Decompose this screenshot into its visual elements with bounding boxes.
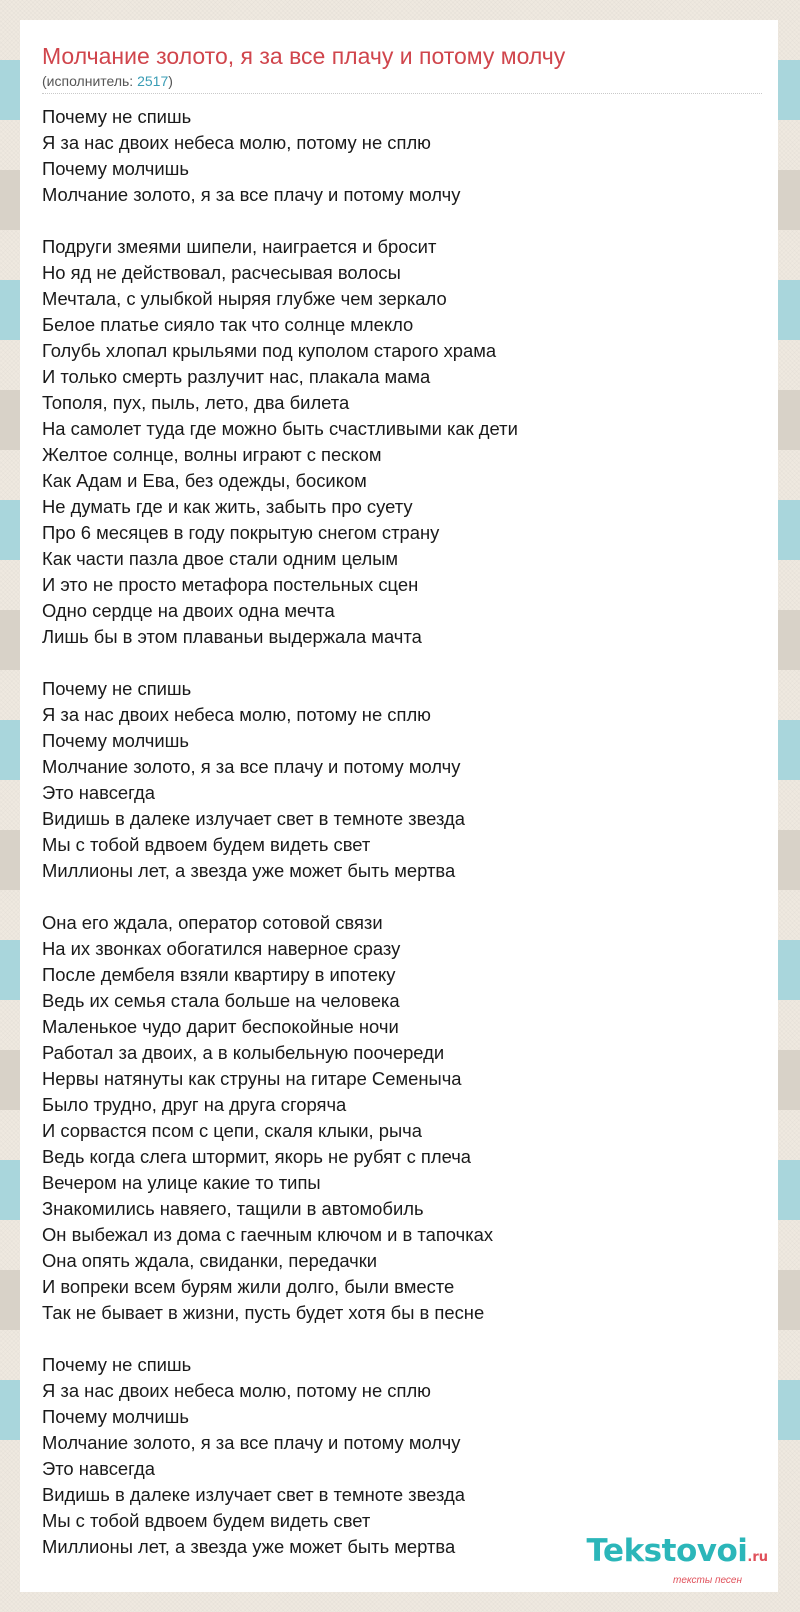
lyric-line: Маленькое чудо дарит беспокойные ночи — [42, 1016, 399, 1037]
lyric-line: Ведь их семья стала больше на человека — [42, 990, 400, 1011]
lyric-line: Одно сердце на двоих одна мечта — [42, 600, 335, 621]
lyric-line: И только смерть разлучит нас, плакала мама — [42, 366, 431, 387]
lyric-line: Вечером на улице какие то типы — [42, 1172, 321, 1193]
performer-prefix: (исполнитель: — [42, 73, 138, 89]
logo-tagline: тексты песен — [673, 1575, 742, 1586]
lyric-line: Я за нас двоих небеса молю, потому не сплю — [42, 132, 431, 153]
lyric-line: Было трудно, друг на друга сгоряча — [42, 1094, 347, 1115]
lyric-line: Знакомились навяего, тащили в автомобиль — [42, 1198, 424, 1219]
lyric-line: Белое платье сияло так что солнце млекло — [42, 314, 414, 335]
lyric-line: И вопреки всем бурям жили долго, были вместе — [42, 1276, 455, 1297]
lyric-line: Желтое солнце, волны играют с песком — [42, 444, 382, 465]
site-logo[interactable] — [587, 1534, 768, 1586]
lyric-line: На их звонках обогатился наверное сразу — [42, 938, 401, 959]
lyric-line: Это навсегда — [42, 1458, 155, 1479]
lyrics-text — [42, 104, 762, 1560]
lyric-line: Голубь хлопал крыльями под куполом старого храма — [42, 340, 497, 361]
lyric-line: И это не просто метафора постельных сцен — [42, 574, 419, 595]
lyric-line: Молчание золото, я за все плачу и потому молчу — [42, 756, 461, 777]
lyric-line: Я за нас двоих небеса молю, потому не сплю — [42, 704, 431, 725]
song-title: Молчание золото, я за все плачу и потому молчу — [42, 43, 566, 69]
lyric-line: Про 6 месяцев в году покрытую снегом страну — [42, 522, 440, 543]
lyric-line: Но яд не действовал, расчесывая волосы — [42, 262, 401, 283]
lyric-line: Молчание золото, я за все плачу и потому молчу — [42, 1432, 461, 1453]
lyric-line: Тополя, пух, пыль, лето, два билета — [42, 392, 350, 413]
lyric-line: Лишь бы в этом плаваньи выдержала мачта — [42, 626, 422, 647]
lyric-line: И сорвастся псом с цепи, скаля клыки, рыча — [42, 1120, 422, 1141]
stanza-break — [42, 1326, 762, 1352]
lyric-line: Не думать где и как жить, забыть про суету — [42, 496, 413, 517]
logo-wordmark — [587, 1534, 768, 1575]
lyric-line: Миллионы лет, а звезда уже может быть мертва — [42, 1536, 456, 1557]
performer-suffix: ) — [168, 73, 173, 89]
performer-line — [42, 72, 173, 90]
lyric-line: Так не бывает в жизни, пусть будет хотя бы в песне — [42, 1302, 485, 1323]
lyric-line: Мы с тобой вдвоем будем видеть свет — [42, 834, 371, 855]
lyrics-card — [20, 20, 778, 1592]
lyric-line: Я за нас двоих небеса молю, потому не сплю — [42, 1380, 431, 1401]
performer-link[interactable]: 2517 — [137, 73, 169, 89]
stanza-break — [42, 884, 762, 910]
stanza-break — [42, 208, 762, 234]
lyric-line: Почему не спишь — [42, 1354, 192, 1375]
lyric-line: Это навсегда — [42, 782, 155, 803]
lyric-line: Почему молчишь — [42, 158, 189, 179]
lyric-line: Молчание золото, я за все плачу и потому молчу — [42, 184, 461, 205]
lyric-line: На самолет туда где можно быть счастливыми как дети — [42, 418, 518, 439]
lyric-line: Мы с тобой вдвоем будем видеть свет — [42, 1510, 371, 1531]
logo-tld: .ru — [747, 1550, 768, 1565]
lyric-line: Работал за двоих, а в колыбельную поочереди — [42, 1042, 445, 1063]
lyric-line: Как Адам и Ева, без одежды, босиком — [42, 470, 367, 491]
lyric-line: Нервы натянуты как струны на гитаре Семеныча — [42, 1068, 462, 1089]
lyric-line: Она его ждала, оператор сотовой связи — [42, 912, 383, 933]
lyric-line: После дембеля взяли квартиру в ипотеку — [42, 964, 396, 985]
lyric-line: Мечтала, с улыбкой ныряя глубже чем зеркало — [42, 288, 447, 309]
logo-name: Tekstovoi — [586, 1533, 748, 1569]
title-divider — [42, 93, 762, 94]
lyric-line: Почему не спишь — [42, 106, 192, 127]
lyric-line: Он выбежал из дома с гаечным ключом и в тапочках — [42, 1224, 494, 1245]
lyric-line: Подруги змеями шипели, наиграется и бросит — [42, 236, 437, 257]
stanza-break — [42, 650, 762, 676]
lyric-line: Видишь в далеке излучает свет в темноте звезда — [42, 1484, 465, 1505]
lyric-line: Видишь в далеке излучает свет в темноте звезда — [42, 808, 465, 829]
lyric-line: Она опять ждала, свиданки, передачки — [42, 1250, 378, 1271]
lyric-line: Миллионы лет, а звезда уже может быть мертва — [42, 860, 456, 881]
lyric-line: Почему молчишь — [42, 730, 189, 751]
lyric-line: Ведь когда слега штормит, якорь не рубят с плеча — [42, 1146, 471, 1167]
lyric-line: Как части пазла двое стали одним целым — [42, 548, 399, 569]
lyric-line: Почему молчишь — [42, 1406, 189, 1427]
lyric-line: Почему не спишь — [42, 678, 192, 699]
